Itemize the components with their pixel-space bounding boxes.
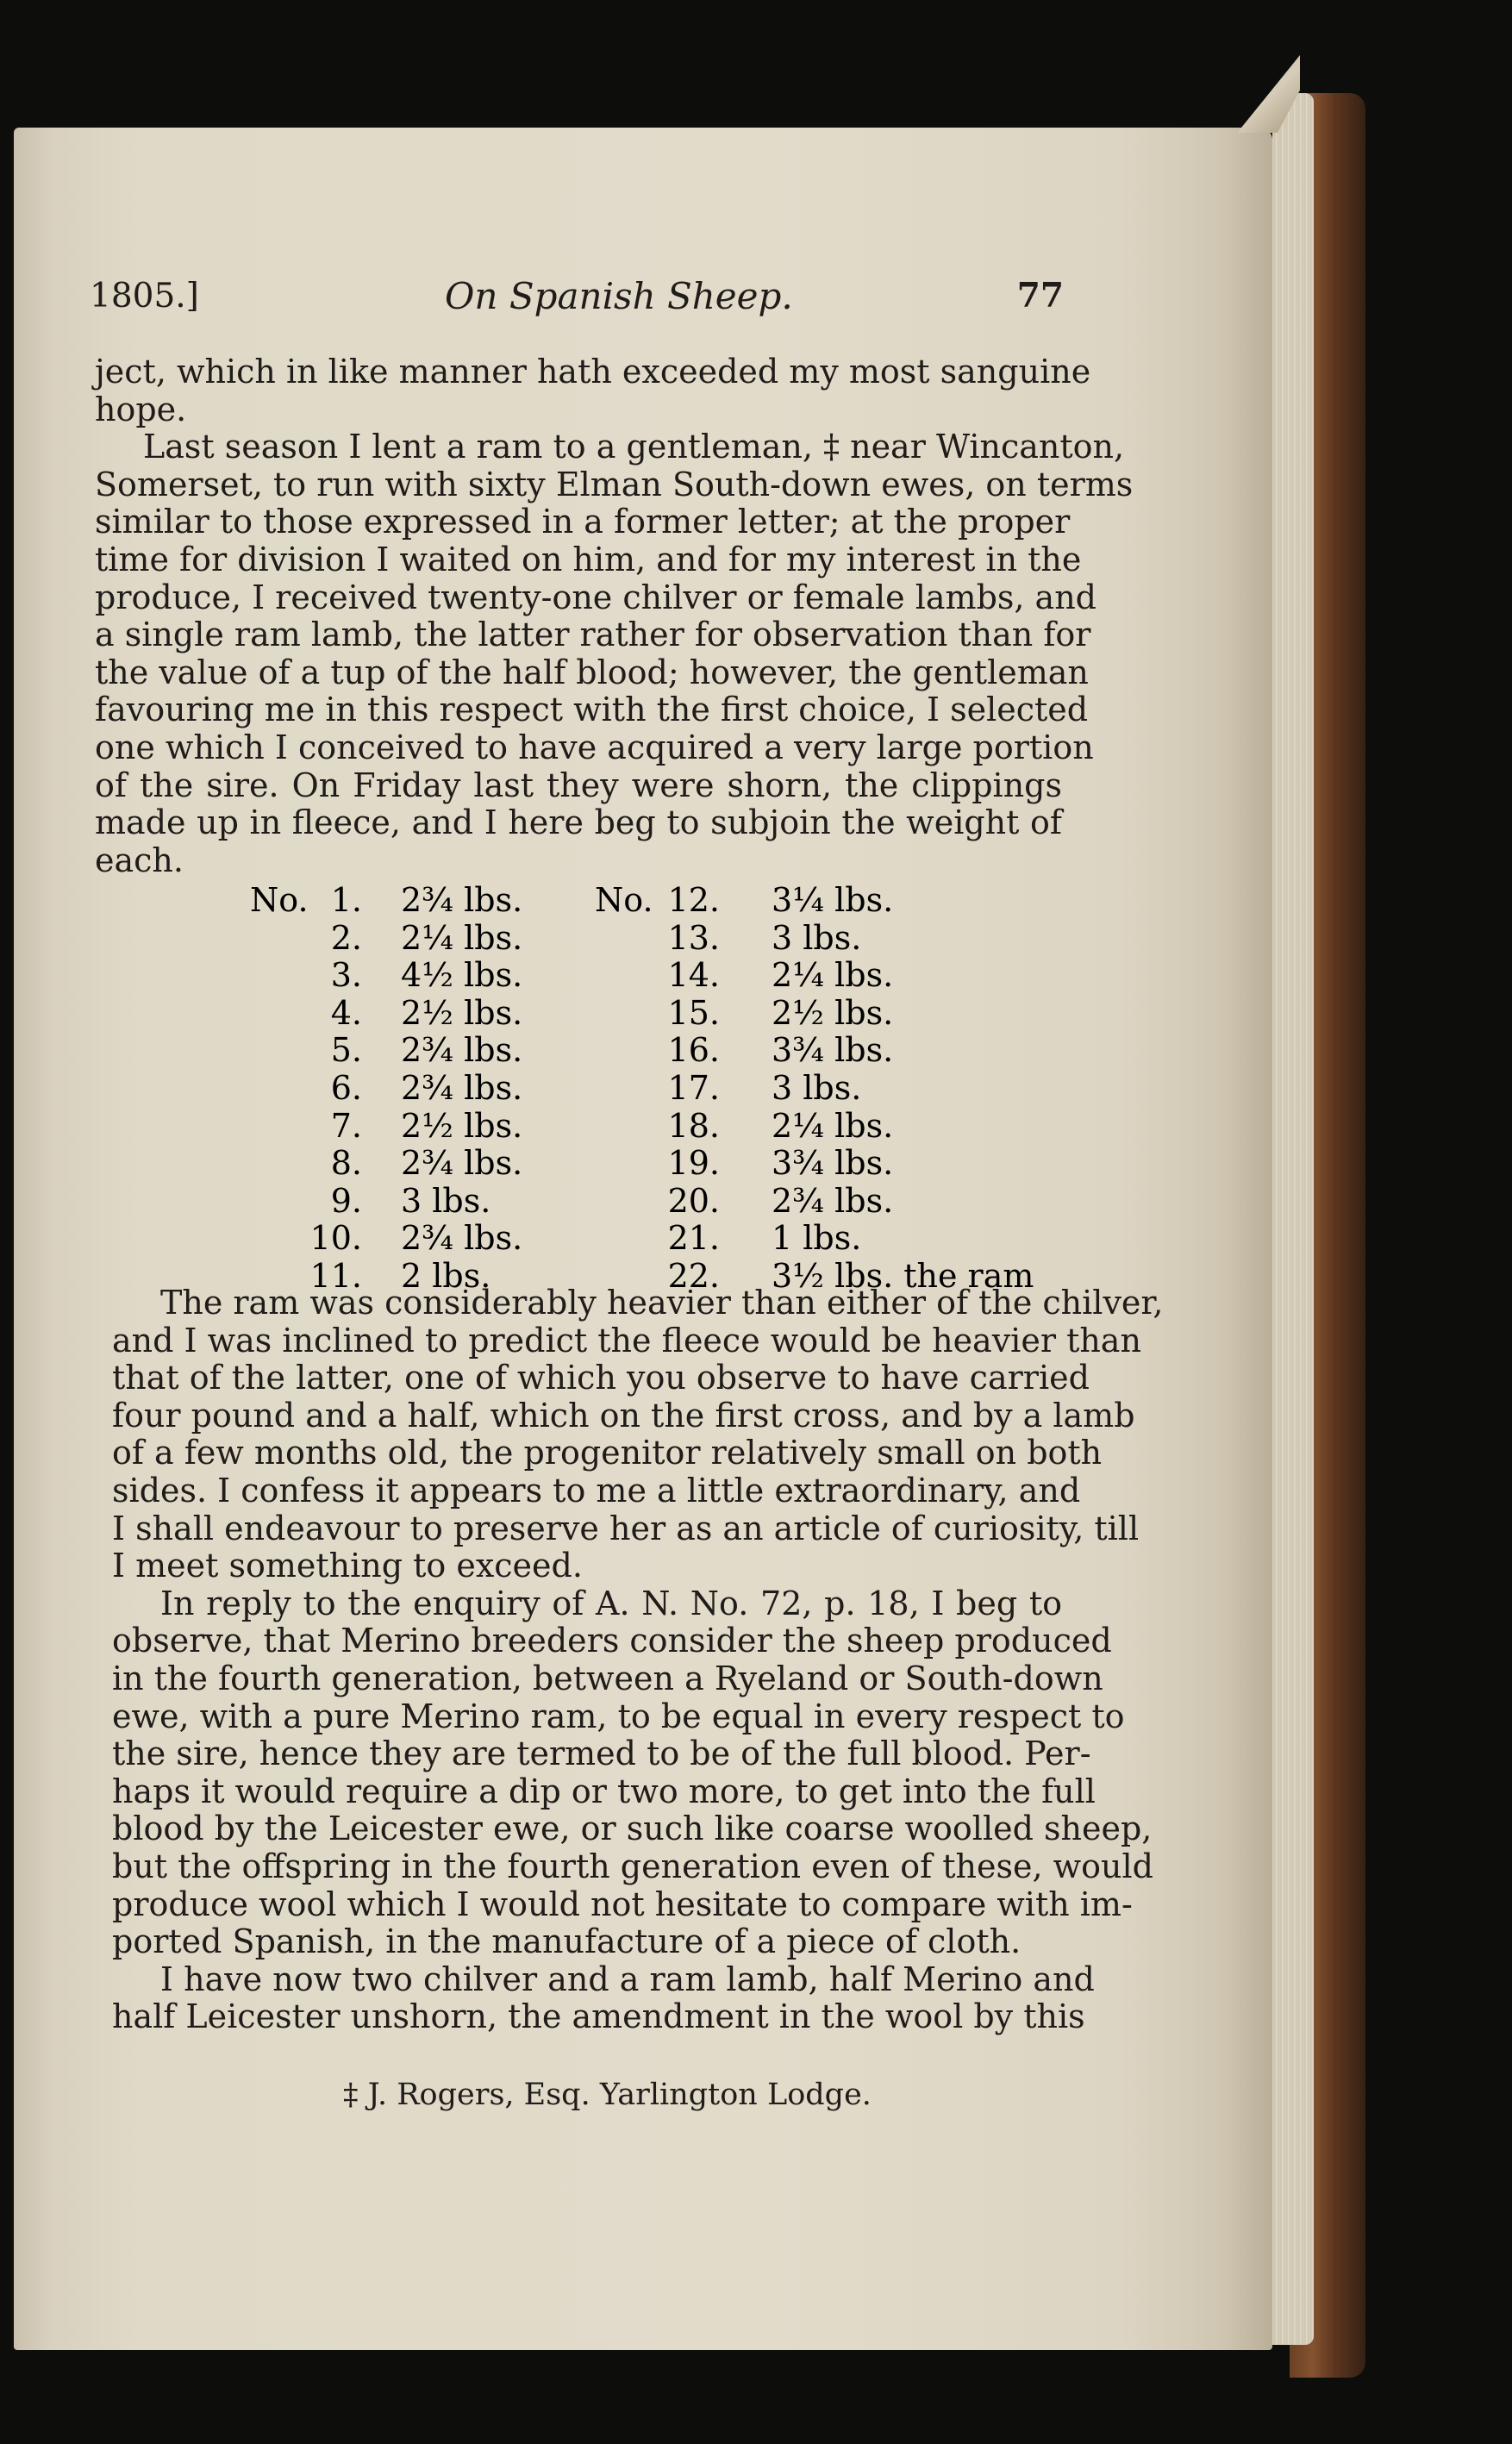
text-line: produce wool which I would not hesitate to compare with im-	[112, 1885, 1133, 1923]
text-line: observe, that Merino breeders consider the sheep produced	[112, 1622, 1112, 1660]
fleece-weight: 2¾ lbs.	[401, 1144, 523, 1183]
fleece-weight: 2¾ lbs.	[401, 1219, 523, 1258]
text-line: time for division I waited on him, and for my interest in the	[95, 540, 1082, 578]
fleece-weight: 2 lbs.	[401, 1256, 491, 1295]
text-line: The ram was considerably heavier than either of the chilver,	[160, 1284, 1164, 1322]
text-line: favouring me in this respect with the first choice, I selected	[95, 691, 1089, 729]
text-line: the sire, hence they are termed to be of the full blood. Per-	[112, 1735, 1091, 1773]
lamb-number: 22.	[667, 1256, 720, 1295]
lamb-number: 2.	[330, 918, 362, 957]
running-header	[90, 275, 1064, 321]
lamb-number: 8.	[330, 1144, 362, 1183]
lamb-number: 7.	[330, 1106, 362, 1145]
table-row	[250, 1031, 1026, 1069]
fleece-weight: 2¼ lbs.	[772, 1106, 894, 1145]
text-line: that of the latter, one of which you observe to have carried	[112, 1359, 1090, 1397]
table-row	[250, 919, 1026, 957]
page-edges	[1272, 93, 1314, 2345]
text-line: I shall endeavour to preserve her as an article of curiosity, till	[112, 1509, 1140, 1547]
fleece-weight: 2¾ lbs.	[401, 881, 523, 919]
lamb-number: 6.	[330, 1068, 362, 1107]
lamb-number: 1.	[330, 881, 362, 919]
lamb-number: 11.	[309, 1256, 362, 1295]
table-row	[250, 1144, 1026, 1182]
text-line: half Leicester unshorn, the amendment in the wool by this	[112, 1997, 1085, 2036]
lamb-number: 17.	[667, 1068, 720, 1107]
text-line: ported Spanish, in the manufacture of a piece of cloth.	[112, 1922, 1022, 1961]
table-row	[250, 1069, 1026, 1107]
lamb-number: 20.	[667, 1181, 720, 1220]
header-year: 1805.]	[90, 277, 199, 316]
lamb-number: 9.	[330, 1181, 362, 1220]
lamb-number: 10.	[309, 1219, 362, 1258]
lamb-number: 12.	[667, 881, 720, 919]
lamb-number: 18.	[667, 1106, 720, 1145]
text-line: In reply to the enquiry of A. N. No. 72, p. 18, I beg to	[160, 1584, 1062, 1622]
body-upper	[95, 353, 1134, 879]
text-line: I meet something to exceed.	[112, 1547, 583, 1585]
text-line: and I was inclined to predict the fleece would be heavier than	[112, 1321, 1141, 1360]
lamb-number: 3.	[330, 956, 362, 995]
fleece-weight: 2½ lbs.	[401, 1106, 523, 1145]
fleece-weight: 1 lbs.	[772, 1219, 862, 1258]
text-line: the value of a tup of the half blood; however, the gentleman	[95, 653, 1089, 691]
lamb-number: 5.	[330, 1031, 362, 1070]
text-line: made up in fleece, and I here beg to subjoin the weight of	[95, 803, 1062, 842]
fleece-weight: 3 lbs.	[772, 918, 862, 957]
fleece-weight: 2¼ lbs.	[772, 956, 894, 995]
fleece-weight: 2¼ lbs.	[401, 918, 523, 957]
text-line: Last season I lent a ram to a gentleman, ‡ near Wincanton,	[143, 428, 1125, 466]
text-line: one which I conceived to have acquired a very large portion	[95, 728, 1094, 766]
table-row	[250, 956, 1026, 994]
text-line: of the sire. On Friday last they were shorn, the clippings	[95, 766, 1062, 804]
text-line: a single ram lamb, the latter rather for observation than for	[95, 616, 1091, 654]
table-row	[250, 1219, 1026, 1257]
text-line: but the offspring in the fourth generation even of these, would	[112, 1847, 1153, 1885]
text-line: similar to those expressed in a former letter; at the proper	[95, 503, 1071, 541]
text-line: produce, I received twenty-one chilver or female lambs, and	[95, 578, 1097, 616]
footnote: ‡ J. Rogers, Esq. Yarlington Lodge.	[343, 2078, 872, 2112]
text-line: ject, which in like manner hath exceeded my most sanguine	[95, 353, 1091, 391]
table-row	[250, 1107, 1026, 1145]
fleece-weight: 2¾ lbs.	[772, 1181, 894, 1220]
fleece-weight: 3 lbs.	[401, 1181, 491, 1220]
text-line: Somerset, to run with sixty Elman South-down ewes, on terms	[95, 465, 1134, 503]
lamb-number: 21.	[667, 1219, 720, 1258]
fleece-weight: 2½ lbs.	[772, 993, 894, 1032]
row-no-label: No.	[595, 881, 653, 919]
header-title: On Spanish Sheep.	[445, 275, 793, 317]
lamb-number: 16.	[667, 1031, 720, 1070]
text-line: of a few months old, the progenitor relatively small on both	[112, 1434, 1103, 1472]
fleece-weight: 2½ lbs.	[401, 993, 523, 1032]
fleece-weight: 3½ lbs. the ram	[772, 1256, 1034, 1295]
table-row	[250, 1182, 1026, 1220]
text-line: ewe, with a pure Merino ram, to be equal in every respect to	[112, 1697, 1125, 1735]
text-line: I have now two chilver and a ram lamb, half Merino and	[160, 1960, 1095, 1998]
fleece-weight: 3 lbs.	[772, 1068, 862, 1107]
fleece-weight: 3¾ lbs.	[772, 1031, 894, 1070]
table-row	[250, 881, 1026, 919]
body-lower	[112, 1284, 1164, 2036]
fleece-weight: 3¾ lbs.	[772, 1144, 894, 1183]
fleece-weight: 2¾ lbs.	[401, 1068, 523, 1107]
row-no-label: No.	[250, 881, 309, 919]
text-line: each.	[95, 841, 184, 879]
fleece-weight: 2¾ lbs.	[401, 1031, 523, 1070]
fleece-weight-table	[250, 881, 1034, 1295]
lamb-number: 19.	[667, 1144, 720, 1183]
lamb-number: 14.	[667, 956, 720, 995]
text-line: blood by the Leicester ewe, or such like coarse woolled sheep,	[112, 1810, 1153, 1848]
fleece-weight: 3¼ lbs.	[772, 881, 894, 919]
text-line: four pound and a half, which on the first cross, and by a lamb	[112, 1396, 1135, 1435]
lamb-number: 4.	[330, 993, 362, 1032]
text-line: hope.	[95, 390, 187, 428]
fleece-weight: 4½ lbs.	[401, 956, 523, 995]
table-row	[250, 994, 1026, 1032]
lamb-number: 13.	[667, 918, 720, 957]
page-number: 77	[1016, 276, 1064, 316]
lamb-number: 15.	[667, 993, 720, 1032]
text-line: sides. I confess it appears to me a little extraordinary, and	[112, 1471, 1081, 1510]
text-line: haps it would require a dip or two more, to get into the full	[112, 1772, 1096, 1810]
text-line: in the fourth generation, between a Ryeland or South-down	[112, 1659, 1103, 1697]
